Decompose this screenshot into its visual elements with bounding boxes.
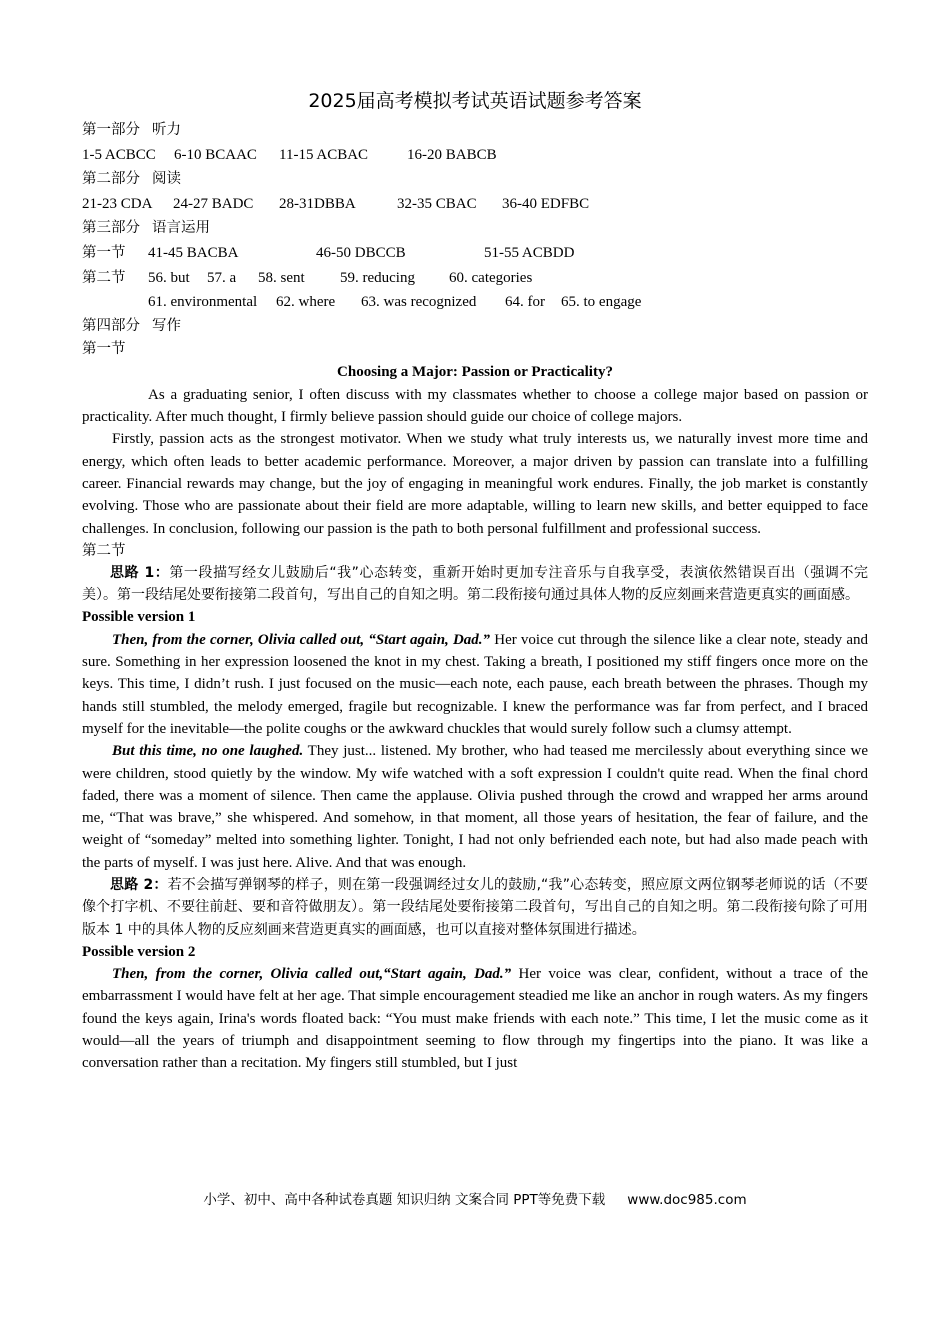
section-label: 第一节 [82, 244, 126, 261]
page-footer [0, 1188, 950, 1208]
part1-answers [82, 143, 868, 168]
footer-text: 小学、初中、高中各种试卷真题 知识归纳 文案合同 PPT等免费下载 [203, 1192, 606, 1208]
paragraph-text: Her voice was clear, confident, without a trace of the embarrassment I would have felt at her age. That simple encouragement steadied me like an anchor in rough waters. As my fingers found the keys again, Irina's words floated back: “You must make friends with each note.” This time, I let the music come as it would—all the years of triumph and disappointment seeming to flow through my fingertips into the piano. It was like a conversation rather than a recitation. My fingers still stumbled, but I just [82, 966, 868, 1072]
part2-heading [82, 167, 868, 192]
answer-group: 41-45 BACBA [148, 244, 239, 261]
answer-item: 64. for [505, 294, 545, 311]
lead-sentence: Then, from the corner, Olivia called out, “Start again, Dad.” [112, 631, 491, 648]
answer-group: 21-23 CDA [82, 195, 153, 212]
answer-group: 32-35 CBAC [397, 195, 477, 212]
essay-paragraph: As a graduating senior, I often discuss with my classmates whether to choose a college major based on passion or practicality. After much thought, I firmly believe passion should guide our choice of college majors. [82, 386, 868, 426]
lead-sentence: But this time, no one laughed. [112, 743, 304, 760]
idea-text: 若不会描写弹钢琴的样子，则在第一段强调经过女儿的鼓励,“我”心态转变，照应原文两位钢琴老师说的话（不要像个打字机、不要往前赶、要和音符做朋友）。第一段结尾处要衔接第二段首句，写出自己的自知之明。第二段衔接句除了可用版本 1 中的具体人物的反应刻画来营造更真实的画面感，也可以直接对整体氛围进行描述。 [82, 876, 869, 938]
paragraph-text: Her voice cut through the silence like a clear note, steady and sure. Something in her expression loosened the knot in my chest. Taking a breath, I positioned my stiff fingers once more on the keys. This time, I didn’t rush. I just focused on the music—each note, each pause, each breath between the phrases. Though my hands still stumbled, the melody emerged, fragile but recognizable. I knew the performance was far from perfect, and I braced myself for the inevitable—the polite coughs or the awkward chuckles that would surely follow such a clumsy attempt. [82, 631, 868, 737]
writing-idea-1 [82, 562, 868, 607]
part3-name: 语言运用 [152, 220, 210, 237]
answer-group: 6-10 BCAAC [174, 146, 257, 163]
part4-section1-label: 第一节 [82, 340, 126, 357]
essay-paragraph: Firstly, passion acts as the strongest motivator. When we study what truly interests us, we naturally invest more time and energy, which often leads to better academic performance. Moreover, a major driven by passion can translate into a fulfilling career. Financial rewards may change, but the joy of engaging in meaningful work endures. Finally, the job market is constantly evolving. Those who are passionate about their field are more adaptable, willing to learn new skills, and better equipped to face challenges. In conclusion, following our passion is the path to both personal fulfillment and professional success. [82, 431, 868, 537]
answer-item: 59. reducing [340, 269, 415, 286]
part3-section2-line2 [82, 290, 868, 315]
answer-group: 24-27 BADC [173, 195, 254, 212]
part2-name: 阅读 [152, 171, 181, 188]
answer-item: 60. categories [449, 269, 533, 286]
answer-item: 61. environmental [148, 294, 258, 311]
answer-group: 36-40 EDFBC [502, 195, 590, 212]
essay-title: Choosing a Major: Passion or Practicality? [337, 363, 613, 380]
part3-heading [82, 216, 868, 241]
answer-key-page [82, 84, 868, 1075]
writing-idea-2 [82, 874, 868, 941]
version-heading: Possible version 1 [82, 609, 196, 626]
part2-answers [82, 192, 868, 217]
part4-section2-label: 第二节 [82, 542, 126, 559]
answer-group: 51-55 ACBDD [484, 244, 575, 261]
section-label: 第二节 [82, 269, 126, 286]
lead-sentence: Then, from the corner, Olivia called out,“Start again, Dad.” [112, 966, 512, 983]
part4-label: 第四部分 [82, 317, 140, 334]
part3-label: 第三部分 [82, 220, 140, 237]
part4-heading [82, 315, 868, 338]
paragraph-text: They just... listened. My brother, who had teased me mercilessly about everything since we were children, stood quietly by the window. My wife watched with a soft expression I couldn't quite read. When the final chord faded, there was a moment of silence. Then came the applause. Olivia pushed through the crowd and wrapped her arms around me, “That was brave,” she whispered. And somehow, in that moment, all those years of hesitation, the fear of failure, and the weight of “someday” melted into something lighter. Tonight, I had not only befriended each note, but had also made peach with the parts of myself. I was just here. Alive. And that was enough. [82, 743, 868, 871]
part1-name: 听力 [152, 122, 181, 138]
answer-item: 56. but [148, 269, 190, 286]
idea-label: 思路 1： [110, 564, 170, 581]
part4-name: 写作 [152, 317, 181, 334]
answer-item: 63. was recognized [361, 294, 477, 311]
footer-url: www.doc985.com [627, 1192, 747, 1208]
answer-group: 46-50 DBCCB [316, 244, 406, 261]
answer-group: 11-15 ACBAC [279, 146, 369, 163]
answer-group: 1-5 ACBCC [82, 146, 156, 163]
answer-item: 58. sent [258, 269, 305, 286]
version2-paragraph-1 [82, 963, 868, 1074]
part3-section2-line1 [82, 266, 868, 291]
page-title: 2025届高考模拟考试英语试题参考答案 [308, 90, 642, 112]
idea-text: 第一段描写经女儿鼓励后“我”心态转变，重新开始时更加专注音乐与自我享受，表演依然错误百出（强调不完美）。第一段结尾处要衔接第二段首句，写出自己的自知之明。第二段衔接句通过具体人物的反应刻画来营造更真实的画面感。 [82, 564, 868, 604]
part2-label: 第二部分 [82, 171, 140, 188]
part1-heading [82, 118, 868, 143]
answer-item: 57. a [207, 269, 237, 286]
part1-label: 第一部分 [82, 122, 140, 138]
version1-paragraph-2 [82, 740, 868, 874]
answer-group: 16-20 BABCB [407, 146, 497, 163]
idea-label: 思路 2： [110, 876, 168, 893]
answer-group: 28-31DBBA [279, 195, 356, 212]
answer-item: 65. to engage [561, 294, 642, 311]
version-heading: Possible version 2 [82, 943, 196, 960]
version1-paragraph-1 [82, 629, 868, 740]
part3-section1 [82, 241, 868, 266]
answer-item: 62. where [276, 294, 336, 311]
